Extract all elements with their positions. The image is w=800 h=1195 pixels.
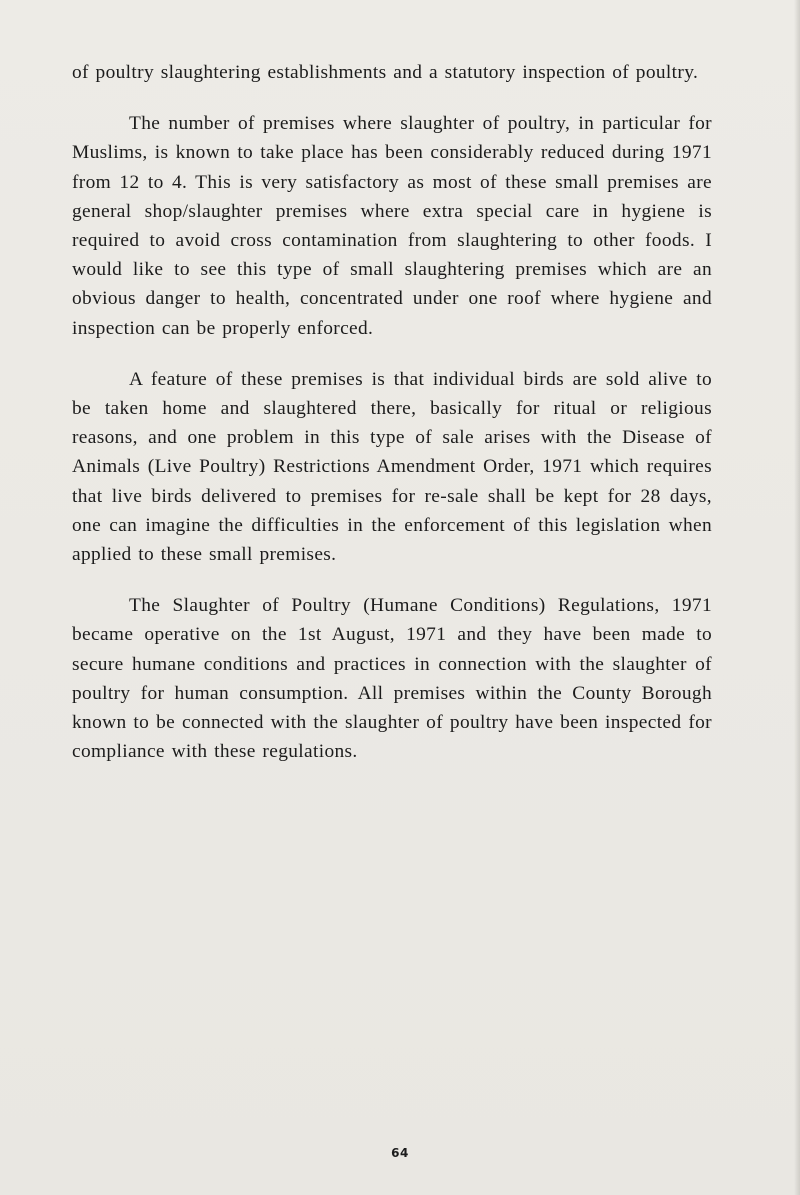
paragraph-humane-regulations: The Slaughter of Poultry (Humane Conditions) Regulations, 1971 became operative on the 1st August, 1971 and they have been made to secure humane conditions and practices in connection with the slaughter of poultry for human consumption. All premises within the County Borough known to be connected with the slaughter of poultry have been inspected for compliance with these regulations. [72,595,712,763]
paragraph-premises-reduction: The number of premises where slaughter of poultry, in particular for Muslims, is known to take place has been considerably reduced during 1971 from 12 to 4. This is very satisfactory as most of these small premises are general shop/slaughter premises where extra special care in hygiene is required to avoid cross contamination from slaughtering to other foods. I would like to see this type of small slaughtering premises which are an obvious danger to health, concentrated under one roof where hygiene and inspection can be properly enforced. [72,113,712,339]
page-edge-shadow [794,0,800,1195]
page-number: 64 [391,1146,409,1160]
paragraph-live-birds: A feature of these premises is that individual birds are sold alive to be taken home and slaughtered there, basically for ritual or religious reasons, and one problem in this type of sale arises with the Disease of Animals (Live Poultry) Restrictions Amendment Order, 1971 which requires that live birds delivered to premises for re-sale shall be kept for 28 days, one can imagine the difficulties in the enforcement of this legislation when applied to these small premises. [72,368,712,566]
paragraph-continuation: of poultry slaughtering establishments and a statutory inspection of poultry. [72,62,699,83]
body-text [72,58,712,788]
